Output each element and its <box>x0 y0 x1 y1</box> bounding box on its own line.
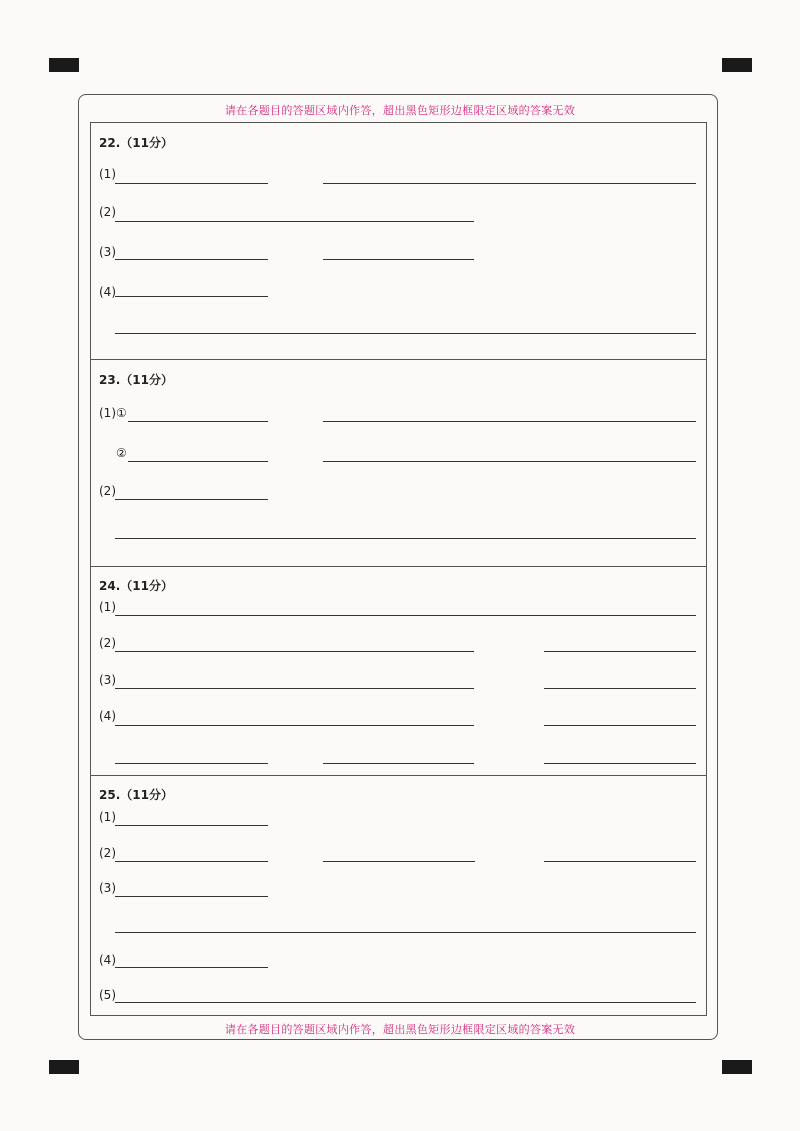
q24-part-3-answer-line[interactable] <box>115 688 474 689</box>
q24-part-4-answer-line[interactable] <box>544 725 696 726</box>
question-23-title: 23.（11分） <box>99 373 173 387</box>
q22-part-4-label: (4) <box>99 285 116 299</box>
registration-mark-bottom-right <box>722 1060 752 1074</box>
question-22-title: 22.（11分） <box>99 136 173 150</box>
q23-subpart-1-label: ① <box>116 406 127 420</box>
q22-part-1-label: (1) <box>99 167 116 181</box>
q23-subpart-2-answer-line[interactable] <box>128 461 268 462</box>
q23-part-2-label: (2) <box>99 484 116 498</box>
q25-part-5-answer-line[interactable] <box>115 1002 696 1003</box>
q22-part-3-answer-line[interactable] <box>115 259 268 260</box>
question-22-section <box>91 123 706 359</box>
q25-part-5-label: (5) <box>99 988 116 1002</box>
q23-part-1-label: (1) <box>99 406 116 420</box>
q22-part-4-answer-line[interactable] <box>115 333 696 334</box>
q22-part-3-answer-line[interactable] <box>323 259 474 260</box>
q25-part-3-answer-line[interactable] <box>115 932 696 933</box>
q24-part-4-label: (4) <box>99 709 116 723</box>
q23-subpart-2-answer-line[interactable] <box>323 461 696 462</box>
q24-part-3-answer-line[interactable] <box>544 688 696 689</box>
q25-part-3-answer-line[interactable] <box>115 896 268 897</box>
q23-part-2-answer-line[interactable] <box>115 538 696 539</box>
q25-part-2-answer-line[interactable] <box>115 861 268 862</box>
q24-part-2-label: (2) <box>99 636 116 650</box>
q23-subpart-1-answer-line[interactable] <box>128 421 268 422</box>
answer-region-frame <box>90 122 707 1016</box>
question-23-section <box>91 359 706 566</box>
q25-part-1-label: (1) <box>99 810 116 824</box>
q23-subpart-1-answer-line[interactable] <box>323 421 696 422</box>
q25-part-1-answer-line[interactable] <box>115 825 268 826</box>
q24-part-3-label: (3) <box>99 673 116 687</box>
q24-part-2-answer-line[interactable] <box>115 651 474 652</box>
question-24-title: 24.（11分） <box>99 579 173 593</box>
q22-part-3-label: (3) <box>99 245 116 259</box>
q25-part-4-answer-line[interactable] <box>115 967 268 968</box>
question-25-title: 25.（11分） <box>99 788 173 802</box>
q23-subpart-2-label: ② <box>116 446 127 460</box>
q25-part-4-label: (4) <box>99 953 116 967</box>
registration-mark-bottom-left <box>49 1060 79 1074</box>
q25-part-2-answer-line[interactable] <box>323 861 475 862</box>
q25-part-3-label: (3) <box>99 881 116 895</box>
q25-part-2-label: (2) <box>99 846 116 860</box>
q22-part-1-answer-line[interactable] <box>115 183 268 184</box>
q24-part-1-label: (1) <box>99 600 116 614</box>
footer-notice: 请在各题目的答题区域内作答，超出黑色矩形边框限定区域的答案无效 <box>224 1023 576 1036</box>
q24-part-2-answer-line[interactable] <box>544 651 696 652</box>
q25-part-2-answer-line[interactable] <box>544 861 696 862</box>
q24-part-4-answer-line[interactable] <box>544 763 696 764</box>
q22-part-4-answer-line[interactable] <box>115 296 268 297</box>
q22-part-2-answer-line[interactable] <box>115 221 474 222</box>
header-notice: 请在各题目的答题区域内作答，超出黑色矩形边框限定区域的答案无效 <box>224 104 576 117</box>
question-25-section <box>91 775 706 1015</box>
q22-part-2-label: (2) <box>99 205 116 219</box>
q24-part-4-answer-line[interactable] <box>323 763 474 764</box>
q23-part-2-answer-line[interactable] <box>115 499 268 500</box>
q24-part-4-answer-line[interactable] <box>115 763 268 764</box>
q22-part-1-answer-line[interactable] <box>323 183 696 184</box>
registration-mark-top-right <box>722 58 752 72</box>
q24-part-4-answer-line[interactable] <box>115 725 474 726</box>
registration-mark-top-left <box>49 58 79 72</box>
question-24-section <box>91 566 706 775</box>
q24-part-1-answer-line[interactable] <box>115 615 696 616</box>
